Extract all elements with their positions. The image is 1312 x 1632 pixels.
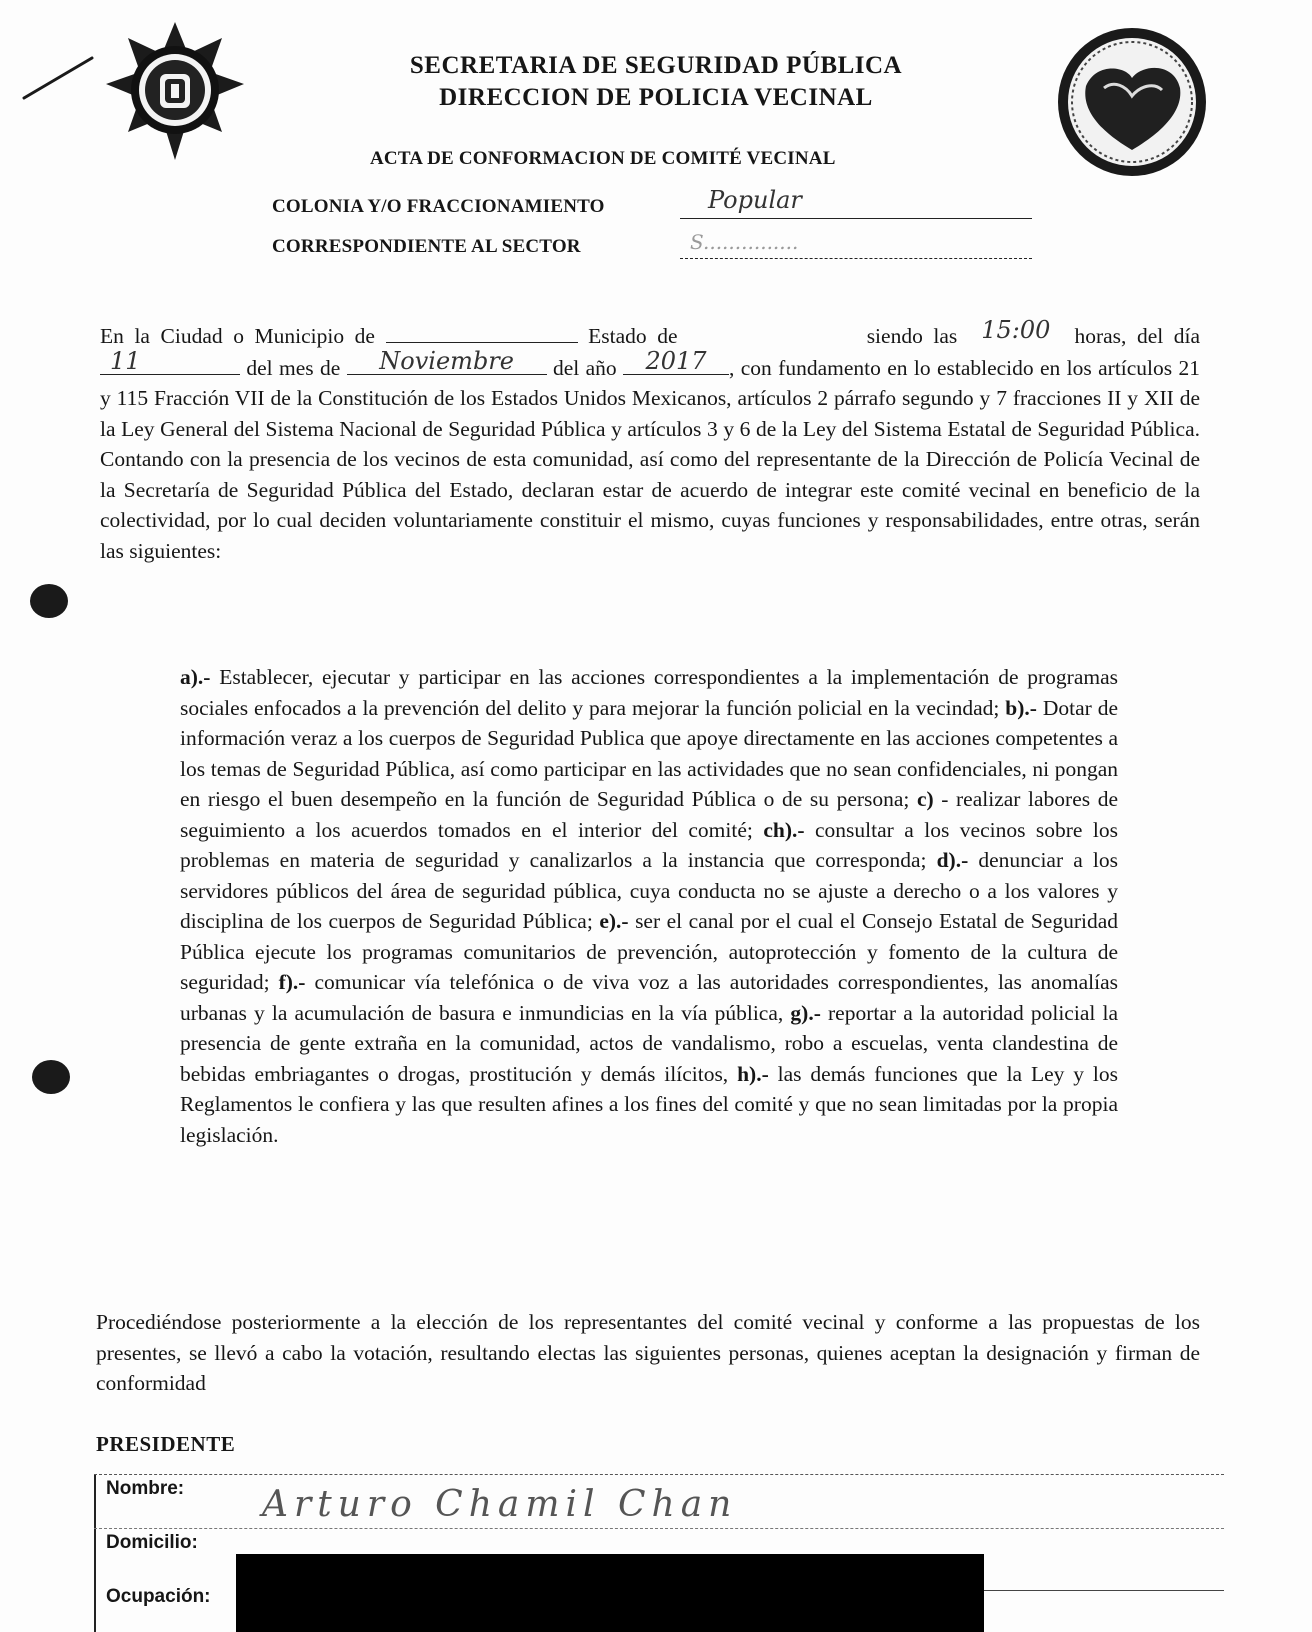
function-letter: b).- — [1005, 695, 1037, 720]
intro-text: Estado de — [588, 324, 678, 348]
function-text: comunicar vía telefónica o de viva voz a las autoridades correspondientes, las anomalías urbanas y la acumulación de basura e inmundicias en la vía pública, — [180, 970, 1118, 1025]
function-text: reportar a la autoridad policial la presencia de gente extraña en la comunidad, actos de vandalismo, robo a escuelas, venta clandestina de bebidas embriagantes o drogas, prostitución y demás ilícitos, — [180, 1000, 1118, 1086]
year-blank — [623, 347, 729, 375]
month-value: Noviembre — [379, 347, 514, 375]
function-letter: d).- — [936, 848, 969, 872]
intro-text: siendo las — [866, 324, 958, 348]
row-divider — [94, 1528, 1224, 1529]
intro-paragraph — [100, 315, 1201, 566]
address-label: Domicilio: — [106, 1532, 198, 1553]
function-letter: c) — [917, 787, 934, 811]
act-title: ACTA DE CONFORMACION DE COMITÉ VECINAL — [370, 148, 836, 169]
function-letter: e).- — [599, 909, 629, 933]
row-divider — [984, 1590, 1224, 1591]
function-letter: g).- — [790, 1000, 821, 1025]
agency-title: SECRETARIA DE SEGURIDAD PÚBLICA — [409, 52, 903, 79]
function-text: denunciar a los servidores públicos del área de seguridad pública, cuya conducta no se ajuste a derecho o a los valores y disciplina de los cuerpos de Seguridad Pública; — [180, 848, 1118, 933]
city-blank — [386, 320, 578, 343]
colonia-label: COLONIA Y/O FRACCIONAMIENTO — [272, 196, 605, 217]
colonia-value: Popular — [708, 186, 802, 214]
function-text: las demás funciones que la Ley y los Reglamentos le confiera y las que resulten afines a los fines del comité y que no sean limitadas por la propia legislación. — [180, 1061, 1118, 1147]
time-value: 15:00 — [981, 315, 1051, 344]
colonia-field — [680, 186, 1032, 219]
table-top-border — [94, 1474, 1224, 1475]
occupation-label: Ocupación: — [106, 1586, 211, 1607]
function-letter: a).- — [180, 665, 211, 689]
table-left-border — [94, 1474, 96, 1632]
agency-subtitle: DIRECCION DE POLICIA VECINAL — [439, 84, 873, 111]
intro-text: del año — [553, 355, 617, 380]
day-value: 11 — [110, 347, 141, 375]
sector-field — [680, 232, 1032, 259]
election-paragraph: Procediéndose posteriormente a la elección de los representantes del comité vecinal y conforme a las propuestas de los presentes, se llevó a cabo la votación, resultando electas las siguientes personas, quienes aceptan la designación y firman de conformidad — [96, 1310, 1200, 1395]
function-letter: h).- — [737, 1061, 769, 1086]
function-text: - realizar labores de seguimiento a los acuerdos tomados en el interior del comité; — [180, 787, 1118, 842]
intro-text: del mes de — [246, 355, 341, 380]
state-blank — [688, 320, 856, 343]
function-text: consultar a los vecinos sobre los problemas en materia de seguridad y canalizarlos a la instancia que corresponda; — [180, 817, 1119, 872]
intro-text: En la Ciudad o Municipio de — [100, 324, 375, 348]
time-blank — [968, 315, 1064, 344]
function-text: ser el canal por el cual el Consejo Estatal de Seguridad Pública ejecute los programas comunitarios de prevención, autoprotección y fomento de la cultura de seguridad; — [180, 909, 1118, 994]
intro-text: horas, del día — [1074, 324, 1201, 348]
president-table — [94, 1474, 1224, 1632]
president-heading: PRESIDENTE — [96, 1432, 236, 1456]
function-text: Dotar de información veraz a los cuerpos de Seguridad Publica que apoye directamente en las acciones competentes a los temas de Seguridad Pública, así como participar en las actividades que no sean confidenciales, ni pongan en riesgo el buen desempeño en la función de Seguridad Pública o de su persona; — [180, 695, 1118, 811]
punch-hole — [30, 584, 68, 618]
sector-value: S............... — [690, 230, 799, 254]
intro-text: , con fundamento en lo establecido en los artículos 21 y 115 Fracción VII de la Constitución de los Estados Unidos Mexicanos, artículos 2 párrafo segundo y 7 fracciones II y XII de la Ley General del Sistema Nacional de Seguridad Pública y artículos 3 y 6 de la Ley del Sistema Estatal de Seguridad Pública. Contando con la presencia de los vecinos de esta comunidad, así como del representante de la Dirección de Policía Vecinal de la Secretaría de Seguridad Pública del Estado, declaran estar de acuerdo de integrar este comité vecinal en beneficio de la colectividad, por lo cual deciden voluntariamente constituir el mismo, cuyas funciones y responsabilidades, entre otras, serán las siguientes: — [100, 355, 1201, 563]
month-blank — [347, 347, 547, 375]
president-name-value: Arturo Chamil Chan — [262, 1484, 738, 1525]
function-text: Establecer, ejecutar y participar en las acciones correspondientes a la implementación de programas sociales enfocados a la prevención del delito y para mejorar la función policial en la vecindad; — [180, 665, 1118, 720]
punch-hole — [32, 1060, 70, 1094]
redaction-box — [236, 1554, 984, 1632]
function-letter: f).- — [278, 970, 306, 994]
year-value: 2017 — [645, 347, 707, 375]
sector-label: CORRESPONDIENTE AL SECTOR — [272, 236, 581, 257]
function-letter: ch).- — [763, 817, 805, 842]
name-label: Nombre: — [106, 1478, 185, 1499]
day-blank — [100, 347, 240, 375]
functions-paragraph — [180, 662, 1118, 1150]
